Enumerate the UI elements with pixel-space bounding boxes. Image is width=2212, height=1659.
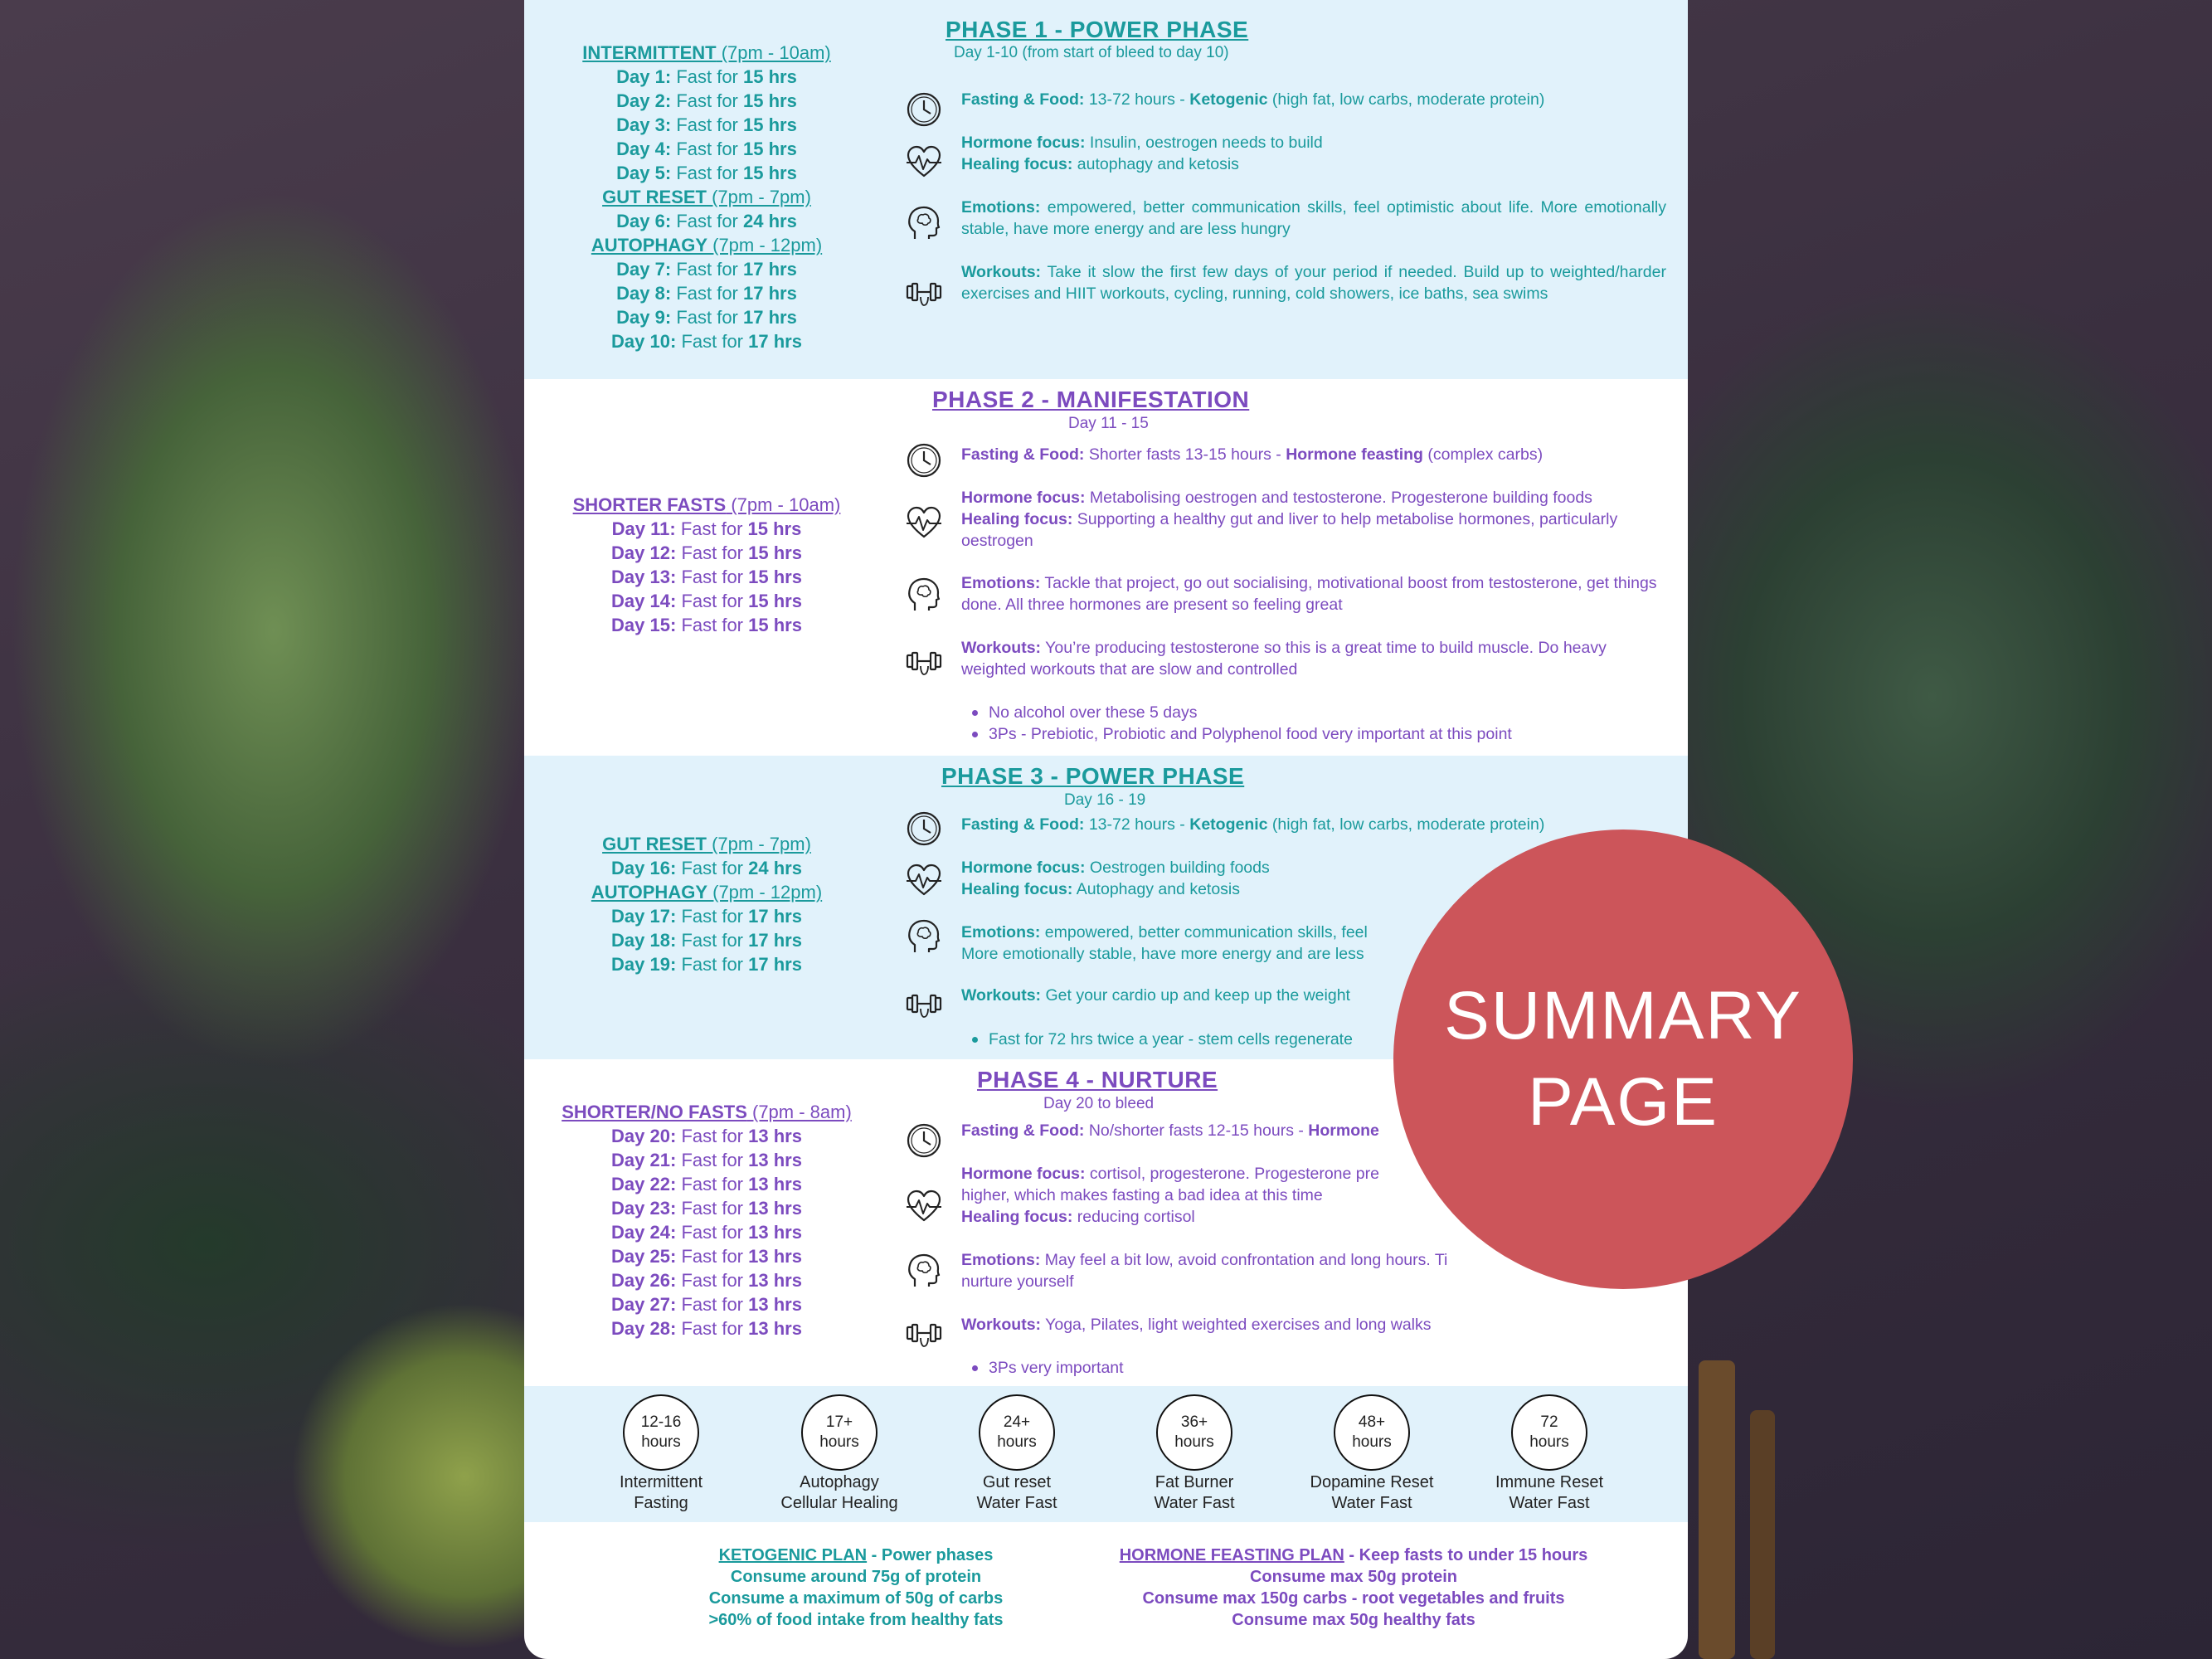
schedule-heading	[524, 880, 889, 904]
day-text: Fast for	[671, 307, 743, 328]
day-schedule	[524, 1100, 889, 1340]
info-text: More emotionally stable, have more energy and are less	[961, 945, 1364, 963]
day-text: Fast for	[676, 1198, 749, 1219]
schedule-heading-time: (7pm - 8am)	[746, 1102, 852, 1122]
day-label: Day 22:	[611, 1174, 677, 1194]
fast-caption-line: Immune Reset	[1495, 1473, 1604, 1491]
day-text: Fast for	[676, 615, 749, 635]
day-label: Day 28:	[611, 1318, 677, 1339]
day-hours: 13 hrs	[748, 1126, 802, 1146]
day-label: Day 20:	[611, 1126, 677, 1146]
info-text: (high fat, low carbs, moderate protein)	[1267, 90, 1545, 109]
dumbbell-icon	[905, 641, 943, 679]
day-hours: 13 hrs	[748, 1174, 802, 1194]
background-stalk	[1699, 1360, 1735, 1659]
day-hours: 15 hrs	[748, 591, 802, 611]
info-line	[961, 487, 1683, 508]
schedule-day	[524, 209, 889, 233]
day-hours: 17 hrs	[743, 259, 797, 280]
day-label: Day 1:	[616, 66, 672, 87]
plan-title: HORMONE FEASTING PLAN	[1119, 1546, 1344, 1564]
summary-page-badge	[1393, 830, 1853, 1289]
info-text: Shorter fasts 13-15 hours -	[1084, 445, 1286, 464]
schedule-heading-time: (7pm - 10am)	[716, 42, 831, 63]
head-icon	[905, 1252, 943, 1290]
fast-hours-value: 48+	[1358, 1413, 1386, 1431]
day-label: Day 21:	[611, 1150, 677, 1170]
plan-tag: - Power phases	[867, 1546, 994, 1564]
fast-hours-value: 72	[1540, 1413, 1558, 1431]
schedule-heading	[524, 1100, 889, 1124]
day-hours: 13 hrs	[748, 1150, 802, 1170]
info-text: Yoga, Pilates, light weighted exercises and long walks	[1041, 1316, 1432, 1334]
info-label: Hormone focus:	[961, 859, 1086, 877]
day-text: Fast for	[676, 1222, 749, 1243]
info-line	[961, 814, 1666, 835]
schedule-day	[524, 1148, 889, 1172]
phase-title: PHASE 1 - POWER PHASE	[946, 17, 1249, 42]
schedule-day	[524, 89, 889, 113]
day-text: Fast for	[676, 906, 749, 927]
fast-hours-unit: hours	[819, 1433, 859, 1451]
fast-hours-value: 24+	[1003, 1413, 1031, 1431]
day-label: Day 14:	[611, 591, 677, 611]
schedule-heading	[524, 832, 889, 856]
day-label: Day 12:	[611, 542, 677, 563]
phase-subtitle: Day 1-10 (from start of bleed to day 10)	[954, 44, 1229, 61]
day-text: Fast for	[671, 283, 743, 304]
phase-bullets	[989, 702, 1512, 745]
phase-bullets	[989, 1029, 1353, 1050]
info-label: Hormone	[1308, 1121, 1379, 1140]
day-text: Fast for	[676, 591, 749, 611]
info-line	[961, 637, 1666, 680]
day-label: Day 15:	[611, 615, 677, 635]
fasting-food-text	[961, 814, 1666, 835]
day-text: Fast for	[671, 163, 743, 183]
phase-1-section	[524, 0, 1688, 379]
fast-caption	[1458, 1472, 1641, 1514]
clock-icon	[905, 441, 943, 479]
day-text: Fast for	[676, 1126, 749, 1146]
fast-hours-unit: hours	[641, 1433, 681, 1451]
plan-line: >60% of food intake from healthy fats	[708, 1611, 1004, 1629]
fast-caption-line: Water Fast	[976, 1494, 1057, 1512]
schedule-heading-label: SHORTER FASTS	[572, 494, 727, 515]
day-label: Day 26:	[611, 1270, 677, 1291]
day-label: Day 10:	[611, 331, 677, 352]
summary-sheet	[524, 0, 1688, 1659]
day-hours: 15 hrs	[747, 518, 802, 539]
day-hours: 15 hrs	[743, 90, 797, 111]
info-label: Workouts:	[961, 986, 1042, 1005]
fast-caption-line: Gut reset	[982, 1473, 1052, 1491]
schedule-day	[524, 113, 889, 137]
schedule-heading-label: SHORTER/NO FASTS	[562, 1102, 747, 1122]
day-label: Day 17:	[611, 906, 677, 927]
day-label: Day 24:	[611, 1222, 677, 1243]
plan-line: Consume max 150g carbs - root vegetables and fruits	[1142, 1589, 1565, 1608]
info-label: Healing focus:	[961, 510, 1073, 528]
day-hours: 13 hrs	[748, 1198, 802, 1219]
fast-hours-value: 36+	[1180, 1413, 1208, 1431]
day-hours: 15 hrs	[748, 542, 802, 563]
fast-caption-line: Fasting	[634, 1494, 688, 1512]
day-hours: 24 hrs	[743, 211, 797, 231]
heartbeat-icon	[905, 1187, 943, 1225]
info-text: (high fat, low carbs, moderate protein)	[1267, 815, 1545, 834]
info-text: (complex carbs)	[1422, 445, 1544, 464]
day-text: Fast for	[671, 114, 743, 135]
phase-subtitle: Day 11 - 15	[1068, 415, 1149, 432]
day-text: Fast for	[676, 331, 749, 352]
day-label: Day 23:	[611, 1198, 677, 1219]
heartbeat-icon	[905, 504, 943, 542]
workouts-text	[961, 261, 1666, 304]
info-label: Hormone focus:	[961, 489, 1086, 507]
schedule-day	[524, 1220, 889, 1244]
info-line	[961, 1314, 1666, 1335]
info-line	[961, 89, 1666, 110]
info-text: Tackle that project, go out socialising, motivational boost from testosterone, get things done. All three hormones are present so feeling great	[961, 574, 1657, 614]
info-line	[961, 132, 1666, 153]
fast-hours-value: 12-16	[640, 1413, 682, 1431]
fast-hours-unit: hours	[1174, 1433, 1214, 1451]
day-hours: 15 hrs	[743, 163, 797, 183]
day-label: Day 9:	[616, 307, 672, 328]
workouts-text	[961, 1314, 1666, 1335]
day-label: Day 8:	[616, 283, 672, 304]
day-text: Fast for	[675, 518, 748, 539]
fast-hours-value: 17+	[825, 1413, 853, 1431]
schedule-heading	[524, 185, 889, 209]
schedule-day	[524, 281, 889, 305]
info-text: autophagy and ketosis	[1072, 155, 1239, 173]
info-text: Get your cardio up and keep up the weight	[1041, 986, 1350, 1005]
fast-caption	[926, 1472, 1108, 1514]
info-text: Insulin, oestrogen needs to build	[1085, 134, 1323, 152]
fast-caption-line: Dopamine Reset	[1310, 1473, 1434, 1491]
schedule-day	[524, 928, 889, 952]
schedule-day	[524, 1316, 889, 1340]
hormone-feasting-plan	[1088, 1545, 1619, 1631]
info-text: Metabolising oestrogen and testosterone. Progesterone building foods	[1085, 489, 1592, 507]
emotions-text	[961, 572, 1666, 615]
day-label: Day 13:	[611, 567, 677, 587]
info-label: Healing focus:	[961, 1208, 1073, 1226]
info-text: May feel a bit low, avoid confrontation and long hours. Ti	[1040, 1251, 1448, 1269]
info-label: Healing focus:	[961, 880, 1073, 898]
info-text: cortisol, progesterone. Progesterone pre	[1085, 1165, 1379, 1183]
info-label: Fasting & Food:	[961, 445, 1085, 464]
schedule-heading	[524, 41, 889, 65]
day-label: Day 4:	[616, 139, 672, 159]
day-hours: 24 hrs	[748, 858, 802, 878]
schedule-heading-label: AUTOPHAGY	[591, 882, 707, 902]
info-label: Hormone focus:	[961, 1165, 1086, 1183]
schedule-day	[524, 65, 889, 89]
day-label: Day 11:	[611, 518, 676, 539]
clock-icon	[905, 90, 943, 129]
day-text: Fast for	[671, 139, 743, 159]
day-hours: 13 hrs	[748, 1222, 802, 1243]
schedule-day	[524, 1196, 889, 1220]
schedule-heading-label: GUT RESET	[602, 187, 707, 207]
info-label: Emotions:	[961, 574, 1041, 592]
schedule-day	[524, 329, 889, 353]
day-label: Day 5:	[616, 163, 672, 183]
schedule-heading-time: (7pm - 12pm)	[707, 882, 823, 902]
fasting-types-row	[524, 1386, 1688, 1522]
schedule-heading	[524, 233, 889, 257]
schedule-day	[524, 952, 889, 976]
fast-caption-line: Cellular Healing	[780, 1494, 898, 1512]
info-line	[961, 444, 1666, 465]
day-schedule	[524, 832, 889, 976]
plan-title: KETOGENIC PLAN	[718, 1546, 868, 1564]
schedule-heading-label: INTERMITTENT	[582, 42, 717, 63]
day-label: Day 3:	[616, 114, 672, 135]
day-text: Fast for	[676, 1270, 749, 1291]
info-label: Workouts:	[961, 1316, 1042, 1334]
phase-title: PHASE 3 - POWER PHASE	[941, 763, 1245, 789]
day-label: Day 27:	[611, 1294, 677, 1315]
info-label: Emotions:	[961, 1251, 1041, 1269]
fast-duration-circle	[623, 1394, 699, 1471]
day-label: Day 6:	[616, 211, 672, 231]
info-label: Emotions:	[961, 198, 1041, 216]
day-hours: 17 hrs	[743, 283, 797, 304]
info-label: Ketogenic	[1189, 815, 1268, 834]
plan-line: Consume max 50g healthy fats	[1232, 1611, 1475, 1629]
head-icon	[905, 204, 943, 242]
plan-line: Consume a maximum of 50g of carbs	[708, 1589, 1004, 1608]
day-text: Fast for	[676, 930, 749, 951]
schedule-day	[524, 856, 889, 880]
bullet-item: No alcohol over these 5 days	[989, 702, 1512, 723]
day-text: Fast for	[676, 1294, 749, 1315]
schedule-heading-time: (7pm - 7pm)	[706, 187, 811, 207]
schedule-day	[524, 565, 889, 589]
schedule-day	[524, 904, 889, 928]
info-label: Hormone feasting	[1286, 445, 1423, 464]
day-text: Fast for	[676, 1150, 749, 1170]
day-label: Day 18:	[611, 930, 677, 951]
fast-caption-line: Water Fast	[1154, 1494, 1235, 1512]
day-schedule	[524, 41, 889, 353]
day-hours: 17 hrs	[743, 307, 797, 328]
day-label: Day 2:	[616, 90, 672, 111]
day-label: Day 19:	[611, 954, 677, 975]
fasting-food-text	[961, 89, 1666, 110]
dumbbell-icon	[905, 984, 943, 1022]
info-text: Take it slow the first few days of your period if needed. Build up to weighted/harder exercises and HIIT workouts, cycling, running, cold showers, ice baths, sea swims	[961, 263, 1666, 303]
day-text: Fast for	[676, 1246, 749, 1267]
schedule-day	[524, 1172, 889, 1196]
day-hours: 15 hrs	[743, 66, 797, 87]
day-text: Fast for	[671, 211, 743, 231]
clock-icon	[905, 810, 943, 848]
phase-2-section	[524, 379, 1688, 756]
day-text: Fast for	[676, 567, 749, 587]
phase-title: PHASE 4 - NURTURE	[977, 1067, 1218, 1092]
heartbeat-icon	[905, 861, 943, 899]
day-hours: 17 hrs	[748, 331, 802, 352]
schedule-day	[524, 517, 889, 541]
day-text: Fast for	[676, 1318, 749, 1339]
dumbbell-icon	[905, 272, 943, 310]
workouts-text	[961, 637, 1666, 680]
info-text: nurture yourself	[961, 1272, 1074, 1291]
background-stalk	[1750, 1410, 1775, 1659]
head-icon	[905, 917, 943, 956]
day-hours: 15 hrs	[743, 139, 797, 159]
day-text: Fast for	[671, 259, 743, 280]
schedule-heading-label: AUTOPHAGY	[591, 235, 707, 255]
info-text: Oestrogen building foods	[1085, 859, 1270, 877]
hormone-healing-text	[961, 132, 1666, 175]
plan-line: Consume around 75g of protein	[730, 1568, 982, 1586]
fast-caption	[1281, 1472, 1463, 1514]
day-label: Day 7:	[616, 259, 672, 280]
info-text: 13-72 hours -	[1084, 815, 1190, 834]
clock-icon	[905, 1121, 943, 1160]
plan-line: Consume max 50g protein	[1249, 1568, 1458, 1586]
info-text: higher, which makes fasting a bad idea at this time	[961, 1186, 1323, 1204]
day-hours: 13 hrs	[748, 1270, 802, 1291]
info-label: Ketogenic	[1189, 90, 1268, 109]
plan-tag: - Keep fasts to under 15 hours	[1344, 1546, 1588, 1564]
info-label: Fasting & Food:	[961, 815, 1085, 834]
info-label: Hormone focus:	[961, 134, 1086, 152]
fast-duration-circle	[1334, 1394, 1410, 1471]
fast-caption-line: Autophagy	[800, 1473, 879, 1491]
bullet-item: Fast for 72 hrs twice a year - stem cells regenerate	[989, 1030, 1353, 1048]
info-text: 13-72 hours -	[1084, 90, 1190, 109]
fast-hours-unit: hours	[997, 1433, 1037, 1451]
info-label: Emotions:	[961, 923, 1041, 941]
info-line	[961, 261, 1666, 304]
schedule-day	[524, 1124, 889, 1148]
fast-duration-circle	[1156, 1394, 1232, 1471]
day-label: Day 16:	[611, 858, 677, 878]
schedule-heading-time: (7pm - 7pm)	[706, 834, 811, 854]
info-text: empowered, better communication skills, feel	[1040, 923, 1368, 941]
fast-caption-line: Water Fast	[1331, 1494, 1412, 1512]
day-text: Fast for	[676, 1174, 749, 1194]
info-text: Supporting a healthy gut and liver to help metabolise hormones, particularly oestrogen	[961, 510, 1618, 550]
day-hours: 13 hrs	[748, 1246, 802, 1267]
phase-subtitle: Day 16 - 19	[1064, 791, 1146, 809]
day-text: Fast for	[671, 66, 743, 87]
heartbeat-icon	[905, 143, 943, 181]
schedule-day	[524, 541, 889, 565]
phase-title: PHASE 2 - MANIFESTATION	[932, 387, 1250, 412]
bullet-item: 3Ps - Prebiotic, Probiotic and Polyphenol food very important at this point	[989, 725, 1512, 743]
info-line	[961, 572, 1666, 615]
phase-subtitle: Day 20 to bleed	[1043, 1095, 1155, 1112]
info-text: No/shorter fasts 12-15 hours -	[1084, 1121, 1309, 1140]
info-line	[961, 153, 1666, 175]
schedule-day	[524, 161, 889, 185]
day-hours: 13 hrs	[748, 1294, 802, 1315]
fasting-food-text	[961, 444, 1666, 465]
fast-caption-line: Fat Burner	[1155, 1473, 1234, 1491]
schedule-day	[524, 1244, 889, 1268]
day-hours: 15 hrs	[748, 567, 802, 587]
fast-hours-unit: hours	[1529, 1433, 1569, 1451]
day-schedule	[524, 493, 889, 637]
emotions-text	[961, 197, 1666, 240]
schedule-day	[524, 589, 889, 613]
schedule-heading-label: GUT RESET	[602, 834, 707, 854]
schedule-day	[524, 613, 889, 637]
fast-caption	[1103, 1472, 1286, 1514]
badge-line: SUMMARY	[1444, 978, 1802, 1053]
schedule-day	[524, 1292, 889, 1316]
day-hours: 13 hrs	[748, 1318, 802, 1339]
fast-caption-line: Water Fast	[1509, 1494, 1590, 1512]
bullet-item: 3Ps very important	[989, 1359, 1124, 1377]
info-label: Workouts:	[961, 263, 1042, 281]
ketogenic-plan	[615, 1545, 1096, 1631]
fast-caption	[748, 1472, 931, 1514]
fast-hours-unit: hours	[1352, 1433, 1392, 1451]
fast-caption-line: Intermittent	[619, 1473, 703, 1491]
hormone-healing-text	[961, 487, 1683, 552]
phase-bullets	[989, 1357, 1124, 1379]
head-icon	[905, 576, 943, 614]
day-hours: 17 hrs	[748, 930, 802, 951]
info-label: Fasting & Food:	[961, 1121, 1085, 1140]
fast-duration-circle	[1511, 1394, 1587, 1471]
day-text: Fast for	[676, 858, 749, 878]
info-text: empowered, better communication skills, feel optimistic about life. More emotionally stable, have more energy and are less hungry	[961, 198, 1666, 238]
info-label: Fasting & Food:	[961, 90, 1085, 109]
fast-duration-circle	[801, 1394, 878, 1471]
schedule-heading-time: (7pm - 12pm)	[707, 235, 823, 255]
schedule-day	[524, 1268, 889, 1292]
day-hours: 15 hrs	[748, 615, 802, 635]
schedule-day	[524, 137, 889, 161]
dumbbell-icon	[905, 1313, 943, 1351]
info-label: Workouts:	[961, 639, 1042, 657]
info-line	[961, 197, 1666, 240]
day-label: Day 25:	[611, 1246, 677, 1267]
fast-duration-circle	[979, 1394, 1055, 1471]
day-hours: 17 hrs	[748, 954, 802, 975]
schedule-heading-time: (7pm - 10am)	[726, 494, 841, 515]
day-hours: 15 hrs	[743, 114, 797, 135]
info-text: reducing cortisol	[1072, 1208, 1195, 1226]
schedule-heading	[524, 493, 889, 517]
schedule-day	[524, 257, 889, 281]
fast-caption	[570, 1472, 752, 1514]
day-text: Fast for	[676, 954, 749, 975]
day-text: Fast for	[671, 90, 743, 111]
schedule-day	[524, 305, 889, 329]
badge-line: PAGE	[1528, 1064, 1719, 1140]
info-line	[961, 508, 1683, 552]
day-text: Fast for	[676, 542, 749, 563]
info-text: You’re producing testosterone so this is a great time to build muscle. Do heavy weighted workouts that are slow and controlled	[961, 639, 1607, 679]
day-hours: 17 hrs	[748, 906, 802, 927]
info-text: Autophagy and ketosis	[1072, 880, 1241, 898]
info-label: Healing focus:	[961, 155, 1073, 173]
